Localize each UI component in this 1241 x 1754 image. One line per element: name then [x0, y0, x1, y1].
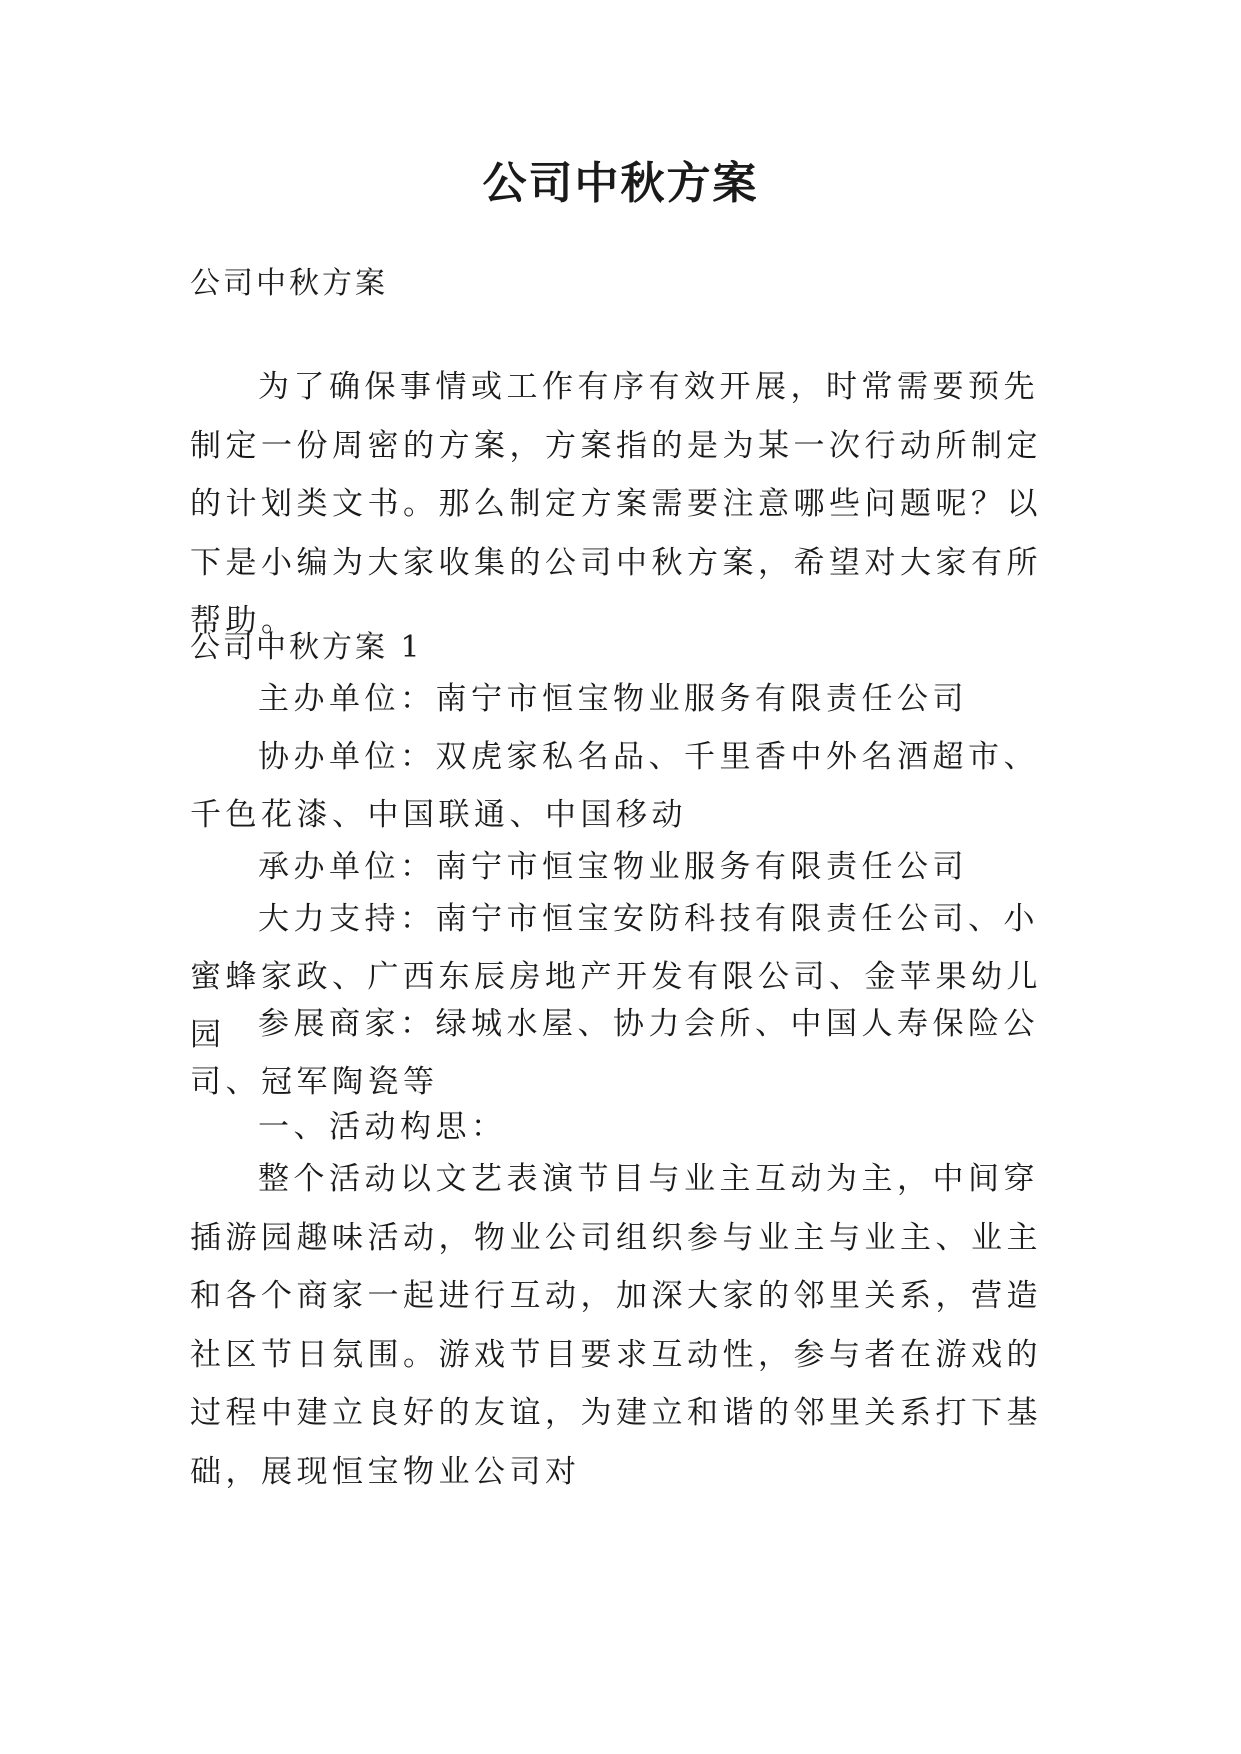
- concept-heading: 一、活动构思：: [258, 1109, 507, 1145]
- organizer-exhibitors: 参展商家：绿城水屋、协力会所、中国人寿保险公司、冠军陶瓷等: [190, 1006, 1039, 1100]
- section-heading-1: 公司中秋方案 1: [190, 630, 423, 665]
- document-subtitle: 公司中秋方案: [190, 266, 388, 301]
- intro-paragraph: 为了确保事情或工作有序有效开展，时常需要预先制定一份周密的方案，方案指的是为某一次行动所制定的计划类文书。那么制定方案需要注意哪些问题呢？以下是小编为大家收集的公司中秋方案，希望对大家有所帮助。: [190, 369, 1042, 639]
- document-title: 公司中秋方案: [482, 158, 759, 209]
- organizer-host: 主办单位：南宁市恒宝物业服务有限责任公司: [258, 681, 968, 717]
- organizer-undertaker: 承办单位：南宁市恒宝物业服务有限责任公司: [258, 849, 968, 885]
- concept-paragraph: 整个活动以文艺表演节目与业主互动为主，中间穿插游园趣味活动，物业公司组织参与业主与业主、业主和各个商家一起进行互动，加深大家的邻里关系，营造社区节日氛围。游戏节目要求互动性，参与者在游戏的过程中建立良好的友谊，为建立和谐的邻里关系打下基础，展现恒宝物业公司对: [190, 1161, 1042, 1490]
- organizer-supporters: 大力支持：南宁市恒宝安防科技有限责任公司、小蜜蜂家政、广西东辰房地产开发有限公司、金苹果幼儿园: [190, 901, 1042, 1053]
- organizer-co-host: 协办单位：双虎家私名品、千里香中外名酒超市、千色花漆、中国联通、中国移动: [190, 739, 1039, 833]
